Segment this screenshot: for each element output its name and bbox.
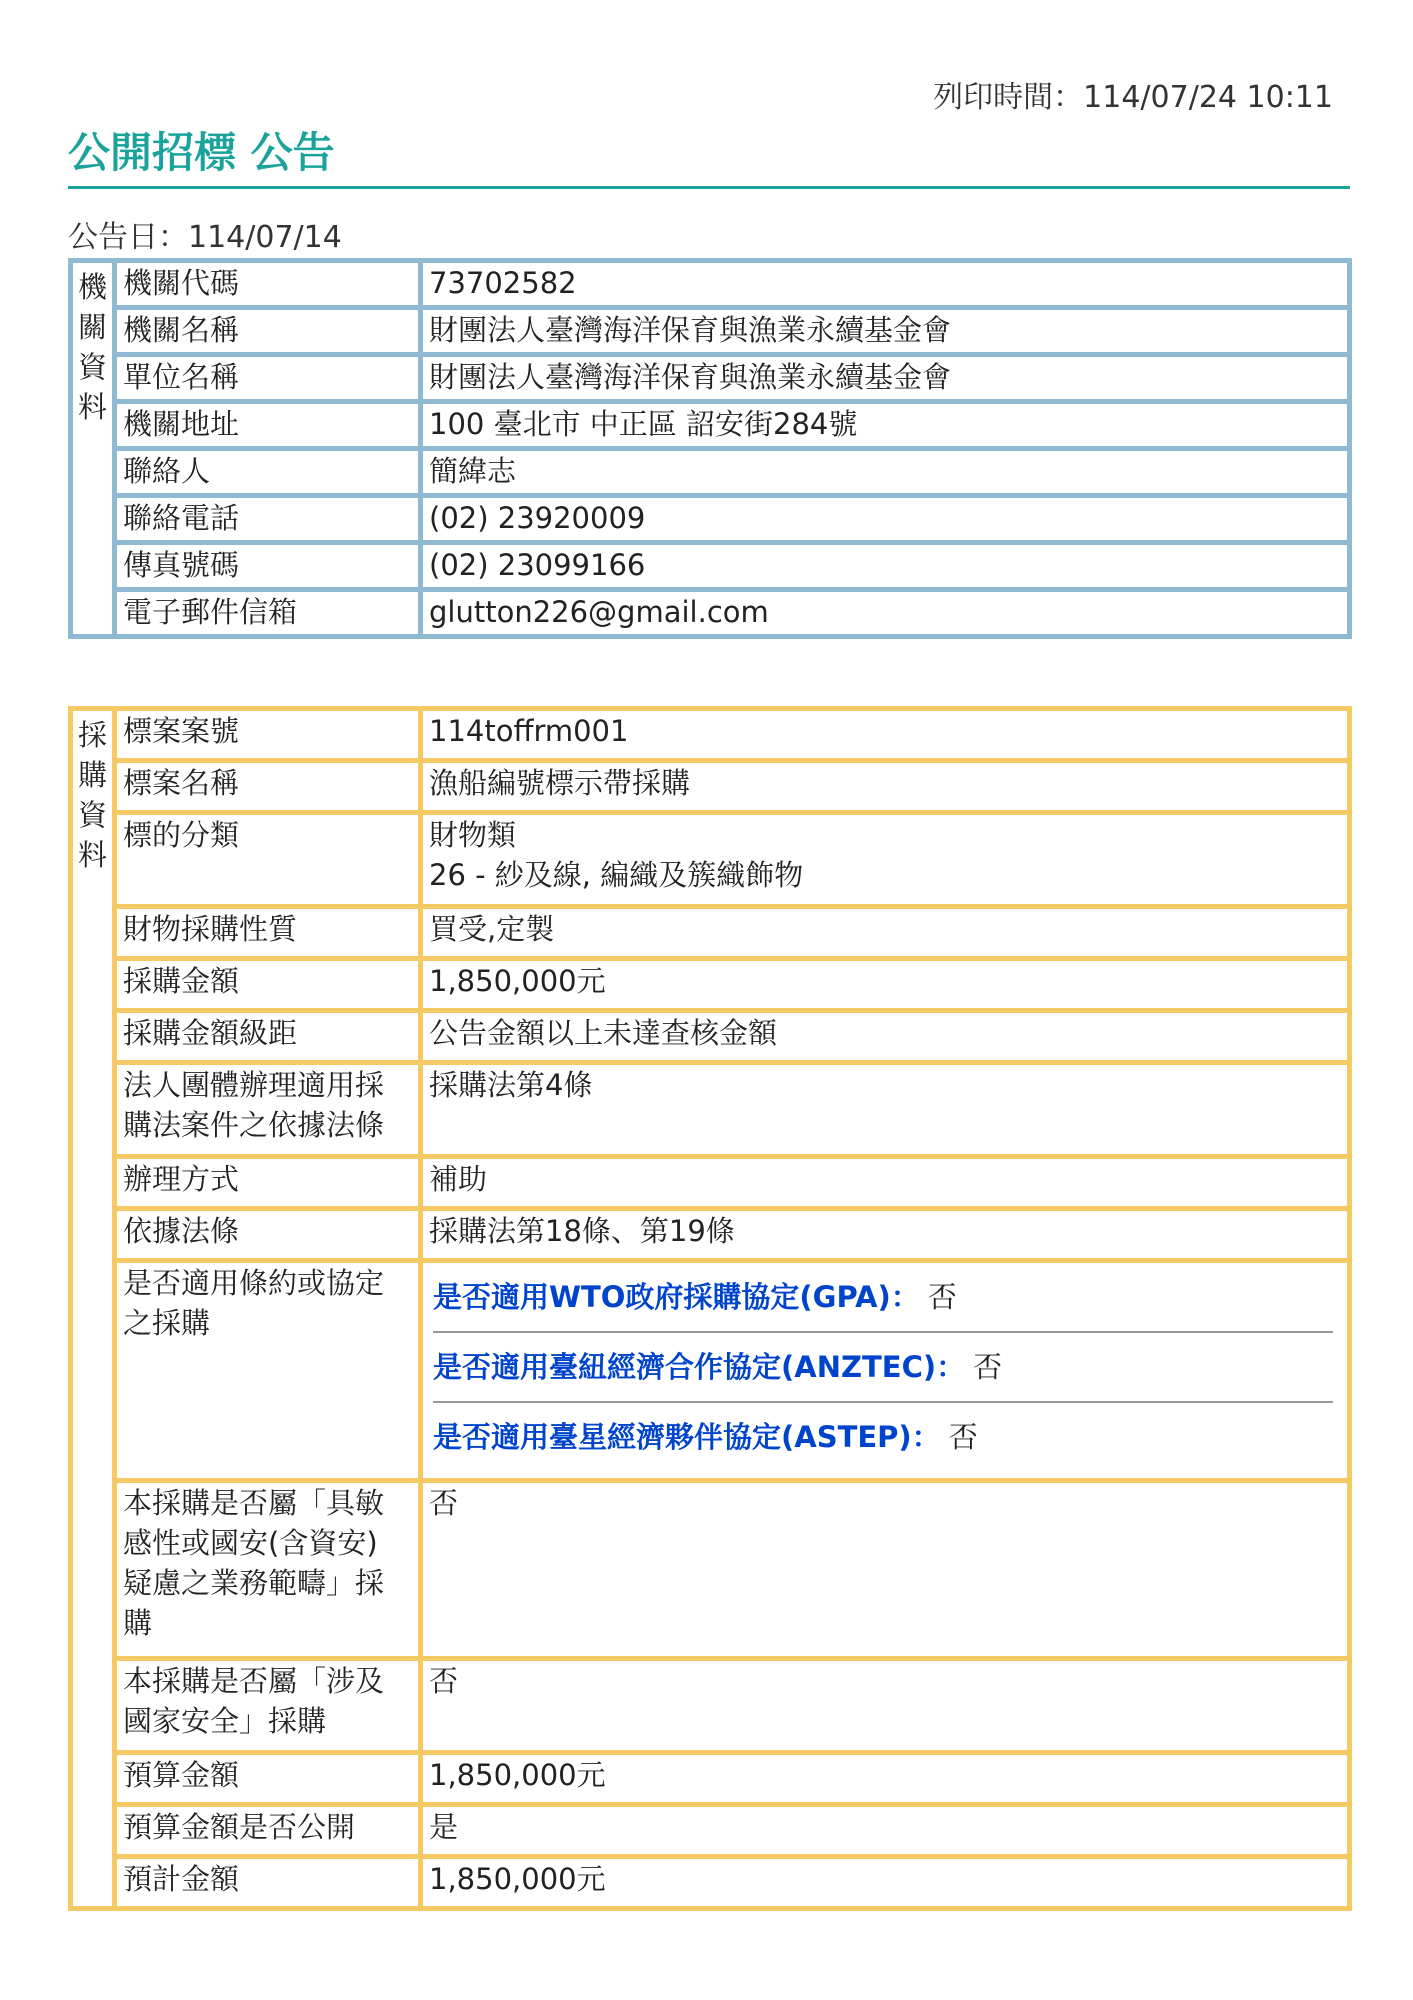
case-name: 漁船編號標示帶採購 (421, 761, 1350, 813)
table-row (71, 1063, 1350, 1157)
agreement-question: 是否適用臺紐經濟合作協定(ANZTEC)： (433, 1350, 966, 1384)
section-char: 資 (77, 798, 107, 832)
table-row (71, 355, 1350, 402)
agreement-answer: 否 (948, 1420, 978, 1454)
table-row (71, 709, 1350, 761)
table-row (71, 1857, 1350, 1909)
label-line: 疑慮之業務範疇」採 (123, 1566, 385, 1600)
estimated-amount: 1,850,000元 (421, 1857, 1350, 1909)
label-line: 本採購是否屬「涉及 (123, 1664, 385, 1698)
label-line: 法人團體辦理適用採 (123, 1068, 385, 1102)
row-label: 單位名稱 (115, 355, 421, 402)
label-line: 是否適用條約或協定 (123, 1266, 385, 1300)
handling-method: 補助 (421, 1157, 1350, 1209)
row-label (115, 1659, 421, 1753)
table-row (71, 1209, 1350, 1261)
procurement-amount: 1,850,000元 (421, 959, 1350, 1011)
row-label: 採購金額級距 (115, 1011, 421, 1063)
row-label: 機關地址 (115, 402, 421, 449)
case-number: 114toffrm001 (421, 709, 1350, 761)
notice-date: 公告日：114/07/14 (68, 220, 342, 255)
table-row (71, 590, 1350, 637)
agreement-answer: 否 (973, 1350, 1003, 1384)
label-line: 感性或國安(含資安) (123, 1526, 378, 1560)
agreement-question: 是否適用WTO政府採購協定(GPA)： (433, 1280, 920, 1314)
row-label: 傳真號碼 (115, 543, 421, 590)
row-label: 標案名稱 (115, 761, 421, 813)
procurement-info-table (68, 706, 1352, 1911)
agreement-question: 是否適用臺星經濟夥伴協定(ASTEP)： (433, 1420, 941, 1454)
national-security: 否 (421, 1659, 1350, 1753)
row-label (115, 1063, 421, 1157)
row-label (115, 1481, 421, 1659)
fax-number: (02) 23099166 (421, 543, 1350, 590)
print-time: 列印時間：114/07/24 10:11 (933, 80, 1333, 115)
table-row (71, 543, 1350, 590)
row-label: 採購金額 (115, 959, 421, 1011)
agreement-anztec (429, 1333, 1341, 1401)
label-line: 之採購 (123, 1306, 211, 1340)
table-row (71, 1753, 1350, 1805)
row-label: 預算金額 (115, 1753, 421, 1805)
label-line: 購法案件之依據法條 (123, 1108, 385, 1142)
table-row (71, 449, 1350, 496)
unit-name: 財團法人臺灣海洋保育與漁業永續基金會 (421, 355, 1350, 402)
agreements-cell (421, 1261, 1350, 1481)
table-row (71, 959, 1350, 1011)
row-label: 依據法條 (115, 1209, 421, 1261)
procurement-section-label (71, 709, 115, 1909)
agency-address: 100 臺北市 中正區 詔安街284號 (421, 402, 1350, 449)
section-char: 機 (77, 270, 107, 304)
table-row (71, 813, 1350, 907)
row-label: 電子郵件信箱 (115, 590, 421, 637)
row-label: 標的分類 (115, 813, 421, 907)
section-char: 料 (77, 838, 107, 872)
table-row (71, 1157, 1350, 1209)
basis-articles: 採購法第18條、第19條 (421, 1209, 1350, 1261)
row-label: 預計金額 (115, 1857, 421, 1909)
table-row (71, 1659, 1350, 1753)
category-code: 26 - 紗及線, 編織及簇織飾物 (429, 858, 804, 892)
budget-amount: 1,850,000元 (421, 1753, 1350, 1805)
category-type: 財物類 (429, 818, 517, 852)
section-char: 關 (77, 310, 107, 344)
row-label: 預算金額是否公開 (115, 1805, 421, 1857)
table-row (71, 496, 1350, 543)
amount-range: 公告金額以上未達查核金額 (421, 1011, 1350, 1063)
agency-code: 73702582 (421, 261, 1350, 308)
budget-public: 是 (421, 1805, 1350, 1857)
row-label: 聯絡電話 (115, 496, 421, 543)
page-title: 公開招標 公告 (68, 128, 1350, 189)
table-row (71, 1261, 1350, 1481)
agreement-gpa (429, 1263, 1341, 1331)
section-char: 採 (77, 718, 107, 752)
label-line: 國家安全」採購 (123, 1704, 327, 1738)
section-char: 資 (77, 350, 107, 384)
table-row (71, 308, 1350, 355)
agreement-answer: 否 (927, 1280, 957, 1314)
label-line: 本採購是否屬「具敏 (123, 1486, 385, 1520)
procurement-nature: 買受,定製 (421, 907, 1350, 959)
section-char: 購 (77, 758, 107, 792)
sensitive-scope: 否 (421, 1481, 1350, 1659)
row-label: 機關名稱 (115, 308, 421, 355)
row-label (115, 1261, 421, 1481)
subject-category (421, 813, 1350, 907)
legal-basis: 採購法第4條 (421, 1063, 1350, 1157)
table-row (71, 761, 1350, 813)
agreement-astep (429, 1403, 1341, 1471)
contact-person: 簡緯志 (421, 449, 1350, 496)
row-label: 標案案號 (115, 709, 421, 761)
agency-info-table (68, 258, 1352, 639)
row-label: 財物採購性質 (115, 907, 421, 959)
table-row (71, 261, 1350, 308)
table-row (71, 1481, 1350, 1659)
agency-name: 財團法人臺灣海洋保育與漁業永續基金會 (421, 308, 1350, 355)
row-label: 辦理方式 (115, 1157, 421, 1209)
label-line: 購 (123, 1606, 153, 1640)
email-address: glutton226@gmail.com (421, 590, 1350, 637)
table-row (71, 402, 1350, 449)
row-label: 聯絡人 (115, 449, 421, 496)
table-row (71, 907, 1350, 959)
table-row (71, 1805, 1350, 1857)
agency-section-label (71, 261, 115, 637)
row-label: 機關代碼 (115, 261, 421, 308)
table-row (71, 1011, 1350, 1063)
section-char: 料 (77, 390, 107, 424)
contact-phone: (02) 23920009 (421, 496, 1350, 543)
